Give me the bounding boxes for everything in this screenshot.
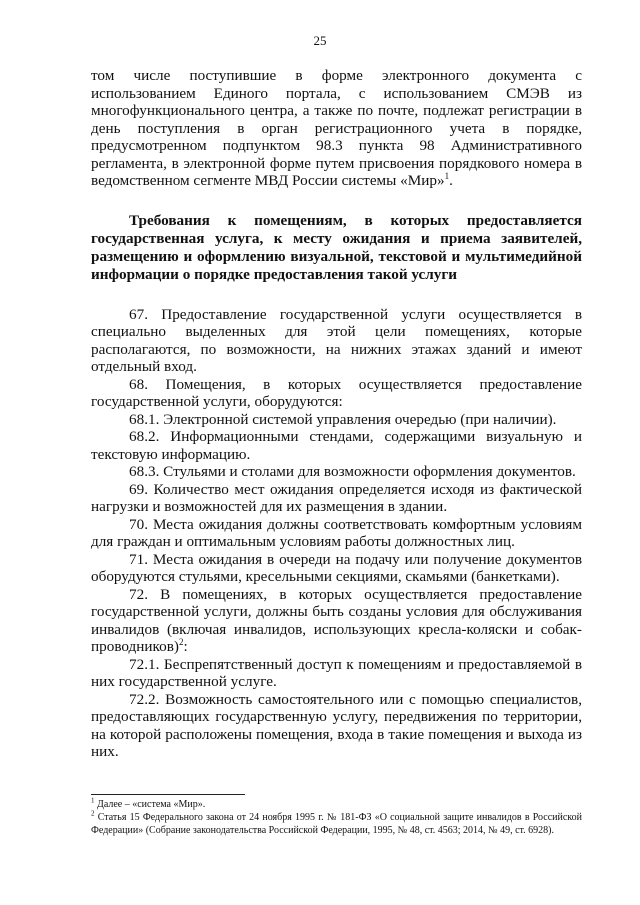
intro-paragraph-ending: . — [449, 172, 453, 189]
paragraph-68-1: 68.1. Электронной системой управления очередью (при наличии). — [129, 410, 557, 428]
page-number: 25 — [313, 33, 327, 48]
footnote-2 — [91, 811, 582, 837]
paragraph-70: 70. Места ожидания должны соответствовать комфортным условиям для граждан и оптимальным условиям работы должностных лиц. — [91, 515, 582, 550]
paragraph-72-ending: : — [183, 638, 188, 655]
footnote-marker-2: 2 — [91, 809, 95, 818]
footnote-divider — [91, 794, 245, 795]
paragraph-68: 68. Помещения, в которых осуществляется предоставление государственной услуги, оборудуются: — [91, 375, 582, 410]
paragraph-68-2: 68.2. Информационными стендами, содержащими визуальную и текстовую информацию. — [91, 428, 582, 463]
paragraph-72-1: 72.1. Беспрепятственный доступ к помещениям и предоставляемой в них государственной услуге. — [91, 655, 582, 690]
footnote-marker-1: 1 — [91, 796, 95, 805]
paragraph-67: 67. Предоставление государственной услуги осуществляется в специально выделенных для этой цели помещениях, которые располагаются, по возможности, на нижних этажах зданий и имеют отдельный вход. — [91, 305, 582, 375]
footnote-text-2: Статья 15 Федерального закона от 24 ноября 1995 г. № 181-ФЗ «О социальной защите инвалидов в Российской Федерации» (Собрание законодательства Российской Федерации, 1995, № 48, ст. 4563; 2014, № 49, ст. 6928). — [91, 812, 583, 836]
intro-paragraph-text: том числе поступившие в форме электронного документа с использованием Единого портала, с использованием СМЭВ из многофункционального центра, а также по почте, подлежат регистрации в день поступления в орган регистрационного учета в порядке, предусмотренном подпунктом 98.3 пункта 98 Административного регламента, в электронной форме путем присвоения порядкового номера в ведомственном сегменте МВД России системы «Мир» — [91, 67, 582, 189]
paragraph-72-2: 72.2. Возможность самостоятельного или с помощью специалистов, предоставляющих государственную услугу, передвижения по территории, на которой расположены помещения, входа в такие помещения и выхода из них. — [91, 690, 582, 760]
footnote-1 — [91, 798, 582, 811]
paragraph-71: 71. Места ожидания в очереди на подачу или получение документов оборудуются стульями, кресельными секциями, скамьями (банкетками). — [91, 550, 582, 585]
footnote-ref-2[interactable]: 2 — [178, 636, 184, 647]
document-body — [91, 67, 582, 761]
paragraph-69: 69. Количество мест ожидания определяется исходя из фактической нагрузки и возможностей для их размещения в здании. — [91, 480, 582, 515]
footnote-ref-1[interactable]: 1 — [444, 170, 450, 181]
paragraph-72-text: 72. В помещениях, в которых осуществляется предоставление государственной услуги, должны быть созданы условия для обслуживания инвалидов (включая инвалидов, использующих кресла-коляски и собак-проводников) — [91, 585, 582, 655]
intro-paragraph — [91, 67, 582, 190]
footnotes — [91, 798, 582, 837]
footnote-text-1: Далее – «система «Мир». — [97, 799, 206, 810]
paragraph-72 — [91, 586, 582, 656]
section-heading: Требования к помещениям, в которых предоставляется государственная услуга, к месту ожидания и приема заявителей, размещению и оформлению визуальной, текстовой и мультимедийной информации о порядке предоставления такой услуги — [91, 211, 582, 283]
paragraph-68-3: 68.3. Стульями и столами для возможности оформления документов. — [129, 463, 576, 480]
